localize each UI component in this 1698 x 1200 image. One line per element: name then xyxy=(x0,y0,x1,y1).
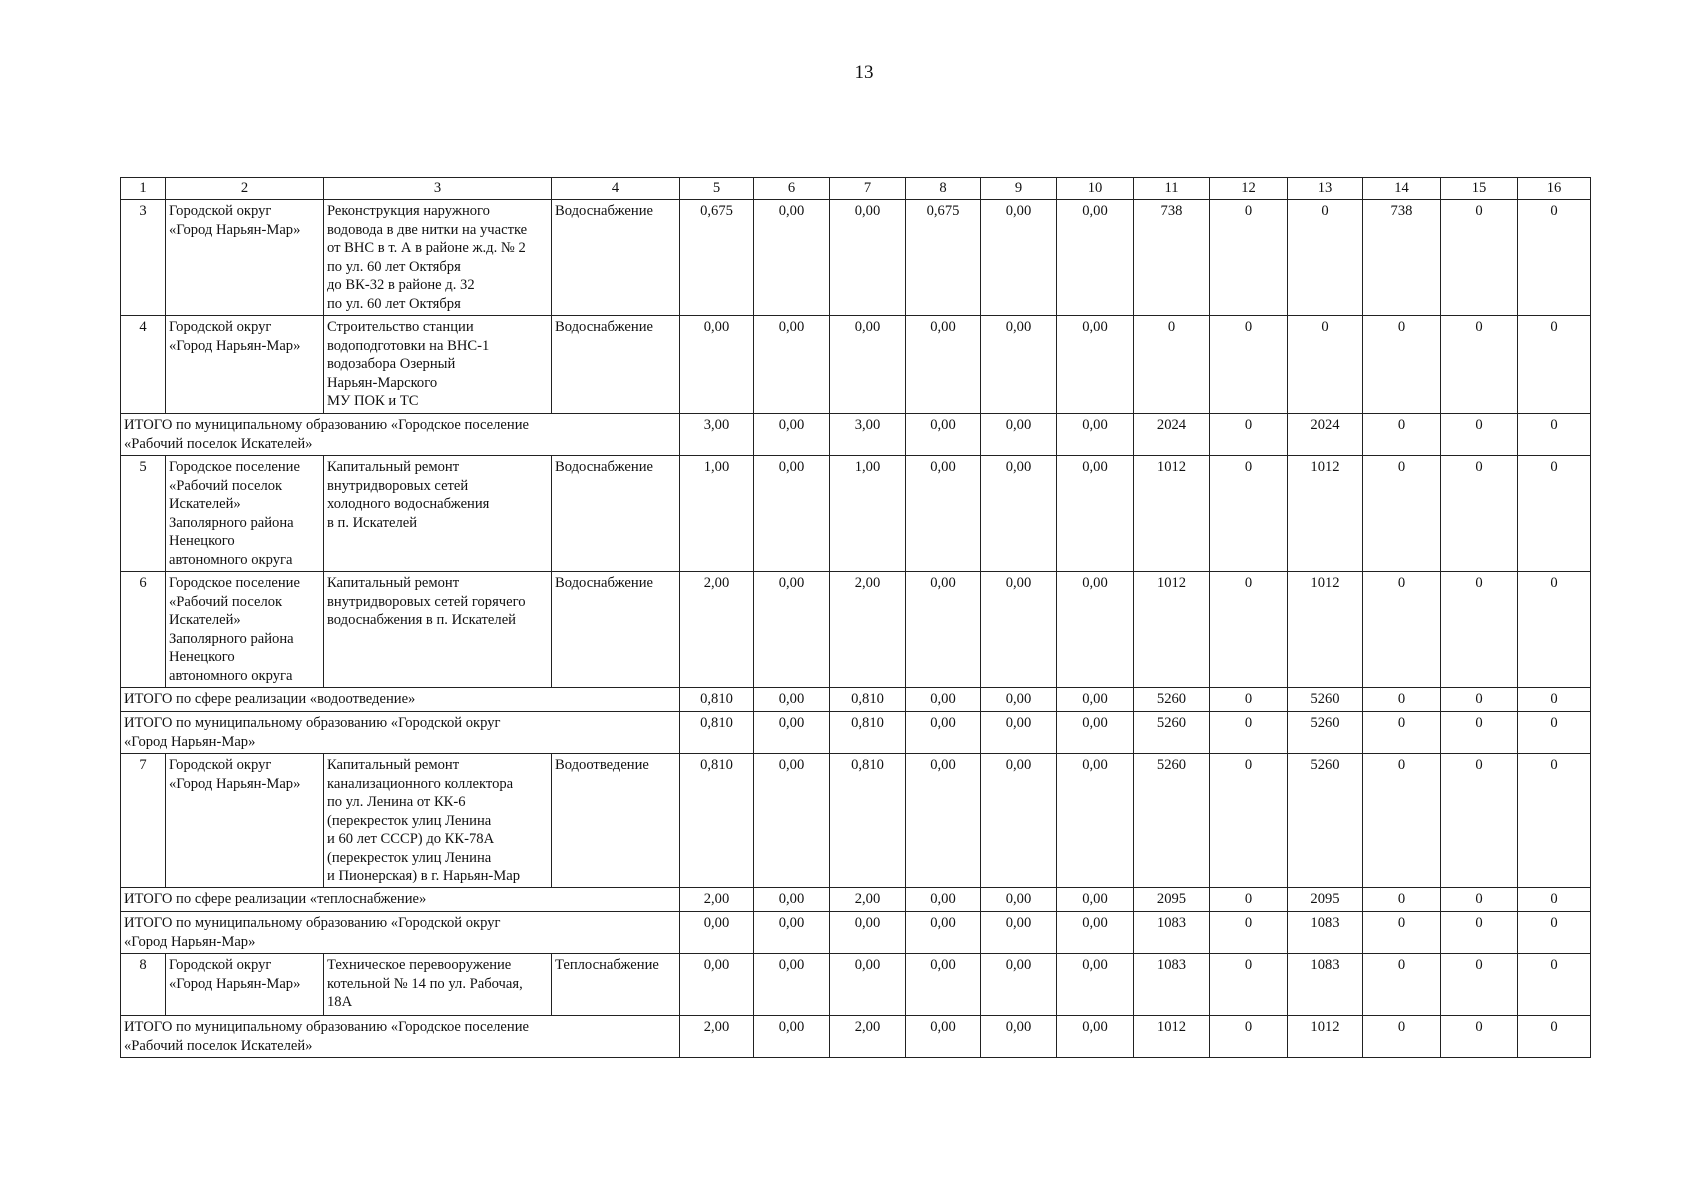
total-row xyxy=(121,1016,1591,1058)
column-number-cell: 9 xyxy=(981,178,1057,200)
value-cell: 0 xyxy=(1518,912,1591,954)
value-cell: 0 xyxy=(1210,1016,1288,1058)
value-cell: 0 xyxy=(1518,688,1591,712)
value-cell: 0,00 xyxy=(981,688,1057,712)
municipality-cell: Городское поселение «Рабочий поселок Искателей» Заполярного района Ненецкого автономного округа xyxy=(166,456,324,572)
sector-cell: Водоснабжение xyxy=(552,200,680,316)
value-cell: 0,00 xyxy=(906,1016,981,1058)
value-cell: 0,810 xyxy=(830,754,906,888)
municipality-cell: Городское поселение «Рабочий поселок Искателей» Заполярного района Ненецкого автономного округа xyxy=(166,572,324,688)
value-cell: 0,00 xyxy=(680,912,754,954)
value-cell: 0,00 xyxy=(906,888,981,912)
value-cell: 1,00 xyxy=(830,456,906,572)
column-number-cell: 14 xyxy=(1363,178,1441,200)
total-row xyxy=(121,712,1591,754)
value-cell: 0,00 xyxy=(981,954,1057,1016)
project-cell: Техническое перевооружение котельной № 14 по ул. Рабочая, 18А xyxy=(324,954,552,1016)
value-cell: 0,00 xyxy=(754,414,830,456)
municipality-cell: Городской округ «Город Нарьян-Мар» xyxy=(166,954,324,1016)
value-cell: 0 xyxy=(1441,316,1518,414)
sector-cell: Водоснабжение xyxy=(552,316,680,414)
value-cell: 738 xyxy=(1363,200,1441,316)
column-number-cell: 10 xyxy=(1057,178,1134,200)
value-cell: 0 xyxy=(1441,712,1518,754)
project-cell: Капитальный ремонт канализационного коллектора по ул. Ленина от КК-6 (перекресток улиц Ленина и 60 лет СССР) до КК-78А (перекресток улиц Ленина и Пионерская) в г. Нарьян-Мар xyxy=(324,754,552,888)
value-cell: 0,810 xyxy=(680,712,754,754)
value-cell: 0,675 xyxy=(906,200,981,316)
table-row xyxy=(121,200,1591,316)
value-cell: 0,00 xyxy=(830,200,906,316)
value-cell: 0 xyxy=(1363,688,1441,712)
value-cell: 0 xyxy=(1518,414,1591,456)
value-cell: 0 xyxy=(1441,456,1518,572)
value-cell: 0,00 xyxy=(981,572,1057,688)
value-cell: 0,00 xyxy=(754,572,830,688)
value-cell: 0 xyxy=(1210,754,1288,888)
value-cell: 0 xyxy=(1134,316,1210,414)
row-number-cell: 5 xyxy=(121,456,166,572)
value-cell: 0 xyxy=(1441,1016,1518,1058)
sector-cell: Водоснабжение xyxy=(552,456,680,572)
value-cell: 0,00 xyxy=(1057,888,1134,912)
value-cell: 2024 xyxy=(1288,414,1363,456)
value-cell: 0 xyxy=(1363,912,1441,954)
column-number-cell: 6 xyxy=(754,178,830,200)
value-cell: 0,00 xyxy=(754,912,830,954)
total-label-cell: ИТОГО по муниципальному образованию «Городской округ «Город Нарьян-Мар» xyxy=(121,712,680,754)
value-cell: 3,00 xyxy=(680,414,754,456)
value-cell: 0,00 xyxy=(906,456,981,572)
table-row xyxy=(121,572,1591,688)
sector-cell: Теплоснабжение xyxy=(552,954,680,1016)
value-cell: 0,00 xyxy=(754,200,830,316)
value-cell: 5260 xyxy=(1288,754,1363,888)
value-cell: 2,00 xyxy=(830,888,906,912)
value-cell: 0,00 xyxy=(754,1016,830,1058)
table-row xyxy=(121,754,1591,888)
value-cell: 0 xyxy=(1288,316,1363,414)
total-row xyxy=(121,414,1591,456)
value-cell: 0,00 xyxy=(754,712,830,754)
municipality-cell: Городской округ «Город Нарьян-Мар» xyxy=(166,754,324,888)
value-cell: 0 xyxy=(1518,572,1591,688)
value-cell: 1083 xyxy=(1288,912,1363,954)
value-cell: 2095 xyxy=(1134,888,1210,912)
value-cell: 0,675 xyxy=(680,200,754,316)
value-cell: 0,00 xyxy=(981,456,1057,572)
value-cell: 0,810 xyxy=(680,688,754,712)
value-cell: 0,810 xyxy=(680,754,754,888)
value-cell: 2024 xyxy=(1134,414,1210,456)
value-cell: 0 xyxy=(1210,888,1288,912)
total-label-cell: ИТОГО по муниципальному образованию «Городское поселение «Рабочий поселок Искателей» xyxy=(121,1016,680,1058)
header-row xyxy=(121,178,1591,200)
value-cell: 0 xyxy=(1518,888,1591,912)
value-cell: 0,00 xyxy=(906,954,981,1016)
total-row xyxy=(121,688,1591,712)
value-cell: 0,00 xyxy=(1057,912,1134,954)
column-number-cell: 13 xyxy=(1288,178,1363,200)
value-cell: 1012 xyxy=(1288,1016,1363,1058)
value-cell: 1012 xyxy=(1134,572,1210,688)
investment-program-table xyxy=(120,177,1591,1058)
value-cell: 0,00 xyxy=(1057,688,1134,712)
value-cell: 0 xyxy=(1363,712,1441,754)
value-cell: 0 xyxy=(1518,316,1591,414)
value-cell: 0 xyxy=(1288,200,1363,316)
value-cell: 0,00 xyxy=(906,572,981,688)
value-cell: 1083 xyxy=(1134,912,1210,954)
value-cell: 0 xyxy=(1210,572,1288,688)
project-cell: Реконструкция наружного водовода в две нитки на участке от ВНС в т. А в районе ж.д. № 2 по ул. 60 лет Октября до ВК-32 в районе д. 32 по ул. 60 лет Октября xyxy=(324,200,552,316)
value-cell: 0,00 xyxy=(981,414,1057,456)
value-cell: 2095 xyxy=(1288,888,1363,912)
value-cell: 0,00 xyxy=(981,1016,1057,1058)
value-cell: 0,00 xyxy=(830,912,906,954)
table-row xyxy=(121,954,1591,1016)
value-cell: 0,00 xyxy=(680,954,754,1016)
value-cell: 0,00 xyxy=(1057,316,1134,414)
value-cell: 1012 xyxy=(1134,456,1210,572)
sector-cell: Водоснабжение xyxy=(552,572,680,688)
total-label-cell: ИТОГО по сфере реализации «водоотведение» xyxy=(121,688,680,712)
value-cell: 0,00 xyxy=(754,754,830,888)
value-cell: 0,810 xyxy=(830,688,906,712)
value-cell: 1012 xyxy=(1288,572,1363,688)
value-cell: 1012 xyxy=(1288,456,1363,572)
value-cell: 0 xyxy=(1210,200,1288,316)
value-cell: 0 xyxy=(1518,456,1591,572)
column-number-cell: 4 xyxy=(552,178,680,200)
value-cell: 2,00 xyxy=(830,572,906,688)
value-cell: 0,00 xyxy=(754,316,830,414)
value-cell: 0,00 xyxy=(981,712,1057,754)
value-cell: 0,00 xyxy=(906,414,981,456)
value-cell: 0,00 xyxy=(906,316,981,414)
value-cell: 0 xyxy=(1518,200,1591,316)
table-row xyxy=(121,456,1591,572)
value-cell: 0,00 xyxy=(981,200,1057,316)
total-label-cell: ИТОГО по муниципальному образованию «Городское поселение «Рабочий поселок Искателей» xyxy=(121,414,680,456)
value-cell: 0 xyxy=(1441,954,1518,1016)
value-cell: 0 xyxy=(1441,572,1518,688)
value-cell: 0 xyxy=(1210,712,1288,754)
value-cell: 5260 xyxy=(1134,754,1210,888)
column-number-cell: 12 xyxy=(1210,178,1288,200)
column-number-cell: 11 xyxy=(1134,178,1210,200)
value-cell: 1083 xyxy=(1134,954,1210,1016)
value-cell: 0 xyxy=(1363,1016,1441,1058)
value-cell: 0,00 xyxy=(1057,572,1134,688)
value-cell: 0 xyxy=(1441,414,1518,456)
value-cell: 0,00 xyxy=(1057,954,1134,1016)
project-cell: Строительство станции водоподготовки на ВНС-1 водозабора Озерный Нарьян-Марского МУ ПОК и ТС xyxy=(324,316,552,414)
value-cell: 1012 xyxy=(1134,1016,1210,1058)
value-cell: 0 xyxy=(1210,414,1288,456)
value-cell: 0,00 xyxy=(1057,456,1134,572)
value-cell: 0,00 xyxy=(754,688,830,712)
value-cell: 0 xyxy=(1363,414,1441,456)
project-cell: Капитальный ремонт внутридворовых сетей горячего водоснабжения в п. Искателей xyxy=(324,572,552,688)
value-cell: 0 xyxy=(1210,316,1288,414)
value-cell: 0 xyxy=(1518,954,1591,1016)
value-cell: 0,00 xyxy=(981,888,1057,912)
value-cell: 0,00 xyxy=(1057,414,1134,456)
value-cell: 0,00 xyxy=(754,456,830,572)
value-cell: 0 xyxy=(1441,912,1518,954)
value-cell: 0 xyxy=(1363,954,1441,1016)
row-number-cell: 7 xyxy=(121,754,166,888)
total-label-cell: ИТОГО по сфере реализации «теплоснабжение» xyxy=(121,888,680,912)
value-cell: 0,00 xyxy=(1057,712,1134,754)
value-cell: 0,00 xyxy=(680,316,754,414)
page-number: 13 xyxy=(854,62,874,83)
municipality-cell: Городской округ «Город Нарьян-Мар» xyxy=(166,200,324,316)
sector-cell: Водоотведение xyxy=(552,754,680,888)
value-cell: 0 xyxy=(1363,316,1441,414)
value-cell: 0,00 xyxy=(1057,200,1134,316)
total-row xyxy=(121,888,1591,912)
column-number-cell: 1 xyxy=(121,178,166,200)
value-cell: 0 xyxy=(1518,754,1591,888)
value-cell: 0,00 xyxy=(981,754,1057,888)
value-cell: 0 xyxy=(1441,688,1518,712)
value-cell: 0 xyxy=(1210,912,1288,954)
value-cell: 5260 xyxy=(1288,688,1363,712)
value-cell: 0,00 xyxy=(830,316,906,414)
column-number-cell: 15 xyxy=(1441,178,1518,200)
value-cell: 0 xyxy=(1363,888,1441,912)
row-number-cell: 4 xyxy=(121,316,166,414)
value-cell: 2,00 xyxy=(680,888,754,912)
value-cell: 0 xyxy=(1363,754,1441,888)
value-cell: 2,00 xyxy=(680,572,754,688)
column-number-cell: 8 xyxy=(906,178,981,200)
value-cell: 0,00 xyxy=(754,954,830,1016)
value-cell: 0,00 xyxy=(906,912,981,954)
column-number-cell: 7 xyxy=(830,178,906,200)
value-cell: 0,00 xyxy=(906,712,981,754)
value-cell: 1,00 xyxy=(680,456,754,572)
column-number-cell: 16 xyxy=(1518,178,1591,200)
column-number-cell: 3 xyxy=(324,178,552,200)
value-cell: 0 xyxy=(1210,954,1288,1016)
value-cell: 0,810 xyxy=(830,712,906,754)
value-cell: 0,00 xyxy=(981,316,1057,414)
table-row xyxy=(121,316,1591,414)
column-number-cell: 5 xyxy=(680,178,754,200)
row-number-cell: 6 xyxy=(121,572,166,688)
value-cell: 0 xyxy=(1210,456,1288,572)
value-cell: 5260 xyxy=(1288,712,1363,754)
value-cell: 0,00 xyxy=(906,688,981,712)
row-number-cell: 3 xyxy=(121,200,166,316)
project-cell: Капитальный ремонт внутридворовых сетей холодного водоснабжения в п. Искателей xyxy=(324,456,552,572)
value-cell: 5260 xyxy=(1134,712,1210,754)
value-cell: 738 xyxy=(1134,200,1210,316)
column-number-cell: 2 xyxy=(166,178,324,200)
total-row xyxy=(121,912,1591,954)
value-cell: 0 xyxy=(1441,754,1518,888)
value-cell: 0,00 xyxy=(906,754,981,888)
municipality-cell: Городской округ «Город Нарьян-Мар» xyxy=(166,316,324,414)
value-cell: 0 xyxy=(1210,688,1288,712)
value-cell: 5260 xyxy=(1134,688,1210,712)
row-number-cell: 8 xyxy=(121,954,166,1016)
value-cell: 0 xyxy=(1441,888,1518,912)
value-cell: 0 xyxy=(1363,572,1441,688)
value-cell: 0,00 xyxy=(1057,1016,1134,1058)
value-cell: 0 xyxy=(1363,456,1441,572)
value-cell: 0,00 xyxy=(754,888,830,912)
value-cell: 0,00 xyxy=(1057,754,1134,888)
value-cell: 2,00 xyxy=(830,1016,906,1058)
value-cell: 0 xyxy=(1518,712,1591,754)
value-cell: 2,00 xyxy=(680,1016,754,1058)
total-label-cell: ИТОГО по муниципальному образованию «Городской округ «Город Нарьян-Мар» xyxy=(121,912,680,954)
value-cell: 0,00 xyxy=(830,954,906,1016)
value-cell: 0 xyxy=(1441,200,1518,316)
value-cell: 0,00 xyxy=(981,912,1057,954)
value-cell: 1083 xyxy=(1288,954,1363,1016)
value-cell: 0 xyxy=(1518,1016,1591,1058)
value-cell: 3,00 xyxy=(830,414,906,456)
